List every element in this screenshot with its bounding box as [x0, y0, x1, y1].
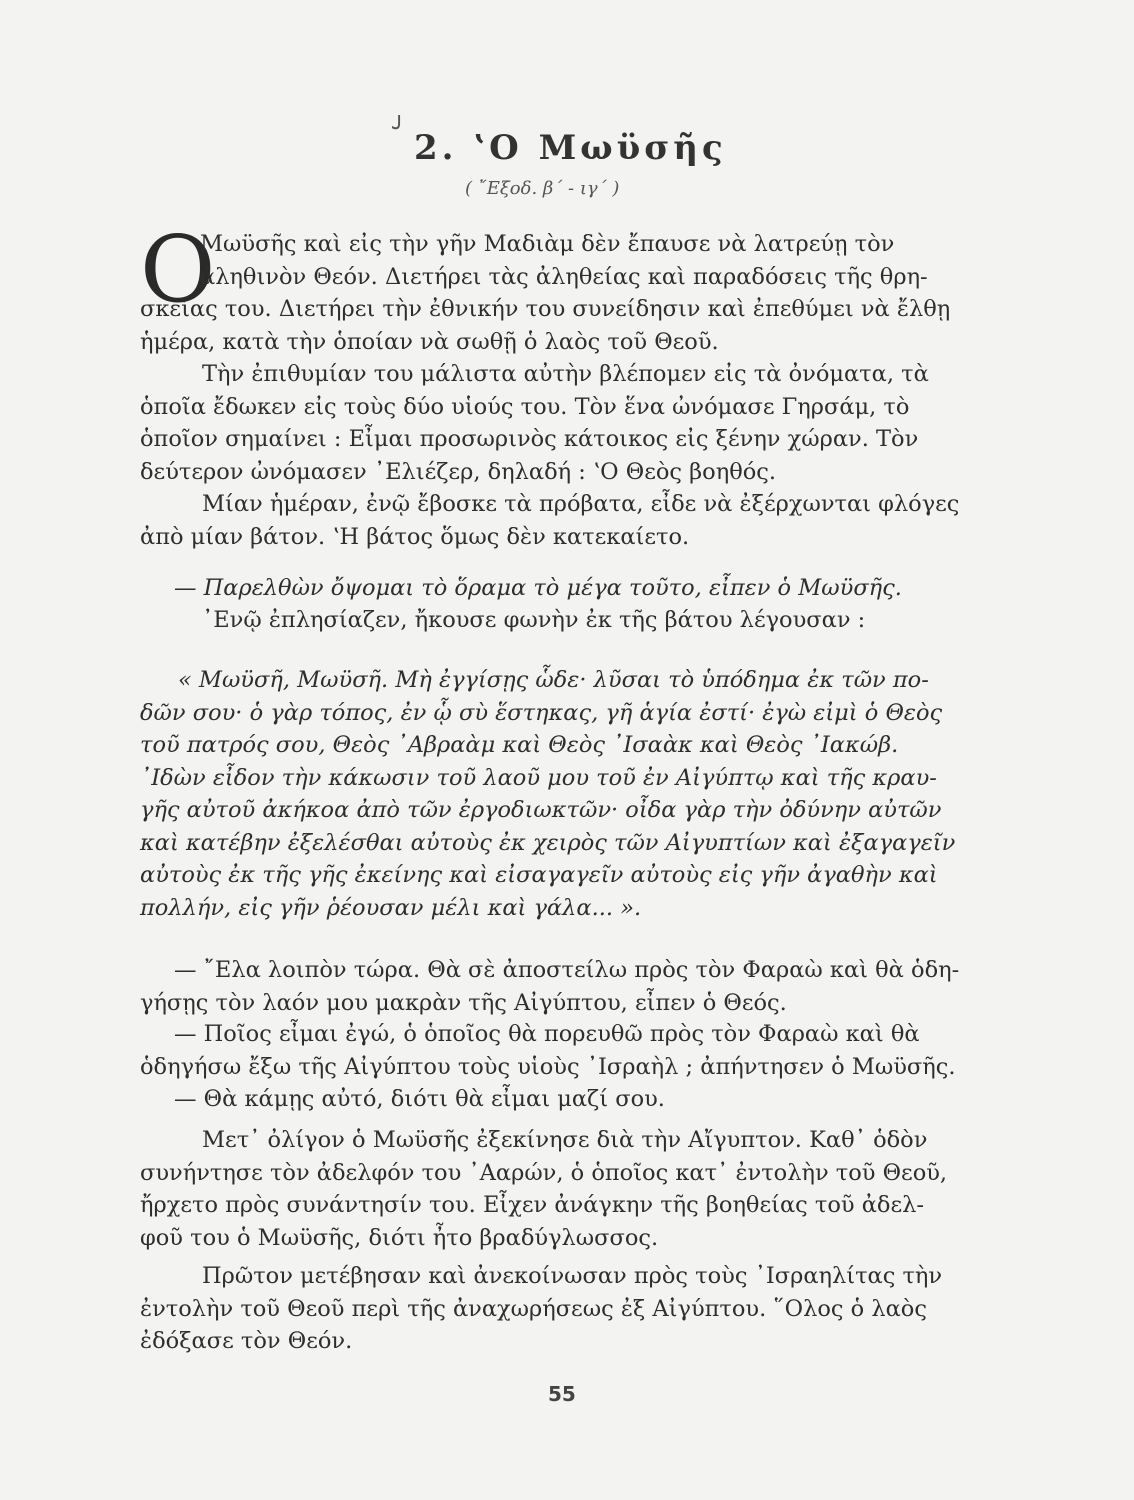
text-line: ἤρχετο πρὸς συνάντησίν του. Εἶχεν ἀνάγκην τῆς βοηθείας τοῦ ἀδελ-: [140, 1192, 924, 1218]
text-line: φοῦ του ὁ Μωϋσῆς, διότι ἦτο βραδύγλωσσος.: [140, 1224, 659, 1251]
paragraph-9: [140, 1124, 968, 1254]
quote-line: πολλήν, εἰς γῆν ῥέουσαν μέλι καὶ γάλα... ».: [140, 894, 642, 921]
text-line: — ῎Ελα λοιπὸν τώρα. Θὰ σὲ ἀποστείλω πρὸς τὸν Φαραὼ καὶ θὰ ὁδη-: [174, 957, 960, 983]
paragraph-1: [140, 228, 968, 358]
paragraph-2: [140, 358, 968, 488]
paragraph-4: [140, 572, 968, 605]
text-line: — Παρελθὼν ὄψομαι τὸ ὅραμα τὸ μέγα τοῦτο, εἶπεν ὁ Μωϋσῆς.: [174, 575, 902, 601]
text-line: ἡμέρα, κατὰ τὴν ὁποίαν νὰ σωθῇ ὁ λαὸς τοῦ Θεοῦ.: [140, 328, 719, 355]
text-line: ᾿Ενῷ ἐπλησίαζεν, ἤκουσε φωνὴν ἐκ τῆς βάτου λέγουσαν :: [202, 607, 866, 633]
divine-quote: [140, 664, 968, 924]
quote-line: ᾿Ιδὼν εἶδον τὴν κάκωσιν τοῦ λαοῦ μου τοῦ ἐν Αἰγύπτῳ καὶ τῆς κραυ-: [140, 764, 937, 791]
paragraph-7: [140, 1018, 968, 1083]
text-line: ὁδηγήσω ἔξω τῆς Αἰγύπτου τοὺς υἱοὺς ᾿Ισραὴλ ; ἀπήντησεν ὁ Μωϋσῆς.: [140, 1053, 956, 1080]
page-number: 55: [548, 1382, 576, 1406]
text-line: Τὴν ἐπιθυμίαν του μάλιστα αὐτὴν βλέπομεν εἰς τὰ ὀνόματα, τὰ: [202, 361, 929, 387]
drop-cap: Ο: [140, 216, 216, 323]
paragraph-8: [140, 1083, 968, 1116]
text-line: Πρῶτον μετέβησαν καὶ ἀνεκοίνωσαν πρὸς τοὺς ᾿Ισραηλίτας τὴν: [202, 1263, 943, 1289]
quote-line: καὶ κατέβην ἐξελέσθαι αὐτοὺς ἐκ χειρὸς τῶν Αἰγυπτίων καὶ ἐξαγαγεῖν: [140, 829, 956, 856]
paragraph-6: [140, 954, 968, 1019]
text-line: — Θὰ κάμῃς αὐτό, διότι θὰ εἶμαι μαζί σου.: [174, 1086, 665, 1112]
quote-line: αὐτοὺς ἐκ τῆς γῆς ἐκείνης καὶ εἰσαγαγεῖν αὐτοὺς εἰς γῆν ἀγαθὴν καὶ: [140, 862, 938, 888]
chapter-title: 2. ʽΟ Μωϋσῆς: [414, 128, 727, 168]
quote-line: « Μωϋσῆ, Μωϋσῆ. Μὴ ἐγγίσῃς ὧδε· λῦσαι τὸ ὑπόδημα ἐκ τῶν πο-: [178, 667, 929, 693]
text-line: Μίαν ἡμέραν, ἐνῷ ἔβοσκε τὰ πρόβατα, εἶδε νὰ ἐξέρχωνται φλόγες: [202, 491, 960, 517]
text-line: ἀληθινὸν Θεόν. Διετήρει τὰς ἀληθείας καὶ παραδόσεις τῆς θρη-: [200, 263, 928, 290]
paragraph-10: [140, 1260, 968, 1358]
text-line: γήσῃς τὸν λαόν μου μακρὰν τῆς Αἰγύπτου, εἶπεν ὁ Θεός.: [140, 989, 787, 1016]
text-line: Μωϋσῆς καὶ εἰς τὴν γῆν Μαδιὰμ δὲν ἔπαυσε νὰ λατρεύῃ τὸν: [200, 231, 895, 257]
text-line: σκείας του. Διετήρει τὴν ἐθνικήν του συνείδησιν καὶ ἐπεθύμει νὰ ἔλθῃ: [140, 296, 951, 322]
text-line: δεύτερον ὠνόμασεν ᾿Ελιέζερ, δηλαδή : ʽΟ Θεὸς βοηθός.: [140, 458, 777, 485]
text-line: συνήντησε τὸν ἀδελφόν του ᾿Ααρών, ὁ ὁποῖος κατ᾿ ἐντολὴν τοῦ Θεοῦ,: [140, 1159, 948, 1186]
quote-line: γῆς αὐτοῦ ἀκήκοα ἀπὸ τῶν ἐργοδιωκτῶν· οἶδα γὰρ τὴν ὀδύνην αὐτῶν: [140, 797, 942, 823]
text-line: ὁποῖα ἔδωκεν εἰς τοὺς δύο υἱούς του. Τὸν ἕνα ὠνόμασε Γηρσάμ, τὸ: [140, 393, 910, 420]
text-line: ἐντολὴν τοῦ Θεοῦ περὶ τῆς ἀναχωρήσεως ἐξ Αἰγύπτου. ῞Ολος ὁ λαὸς: [140, 1295, 927, 1322]
quote-line: τοῦ πατρός σου, Θεὸς ᾿Αβραὰμ καὶ Θεὸς ᾿Ισαὰκ καὶ Θεὸς ᾿Ιακώβ.: [140, 732, 899, 758]
scripture-reference: ( ῎Εξοδ. β΄ - ιγ΄ ): [465, 178, 620, 199]
text-line: Μετ᾿ ὀλίγον ὁ Μωϋσῆς ἐξεκίνησε διὰ τὴν Αἴγυπτον. Καθ᾿ ὁδὸν: [202, 1127, 928, 1153]
text-line: ὁποῖον σημαίνει : Εἶμαι προσωρινὸς κάτοικος εἰς ξένην χώραν. Τὸν: [140, 426, 919, 452]
text-line: ἀπὸ μίαν βάτον. ʽΗ βάτος ὅμως δὲν κατεκαίετο.: [140, 523, 690, 550]
text-line: — Ποῖος εἶμαι ἐγώ, ὁ ὁποῖος θὰ πορευθῶ πρὸς τὸν Φαραὼ καὶ θὰ: [174, 1021, 920, 1047]
handwritten-mark: ᴊ: [392, 106, 403, 136]
text-line: ἐδόξασε τὸν Θεόν.: [140, 1328, 353, 1354]
paragraph-5: [140, 604, 968, 637]
paragraph-3: [140, 488, 968, 553]
quote-line: δῶν σου· ὁ γὰρ τόπος, ἐν ᾧ σὺ ἕστηκας, γῆ ἁγία ἐστί· ἐγὼ εἰμὶ ὁ Θεὸς: [140, 699, 943, 726]
